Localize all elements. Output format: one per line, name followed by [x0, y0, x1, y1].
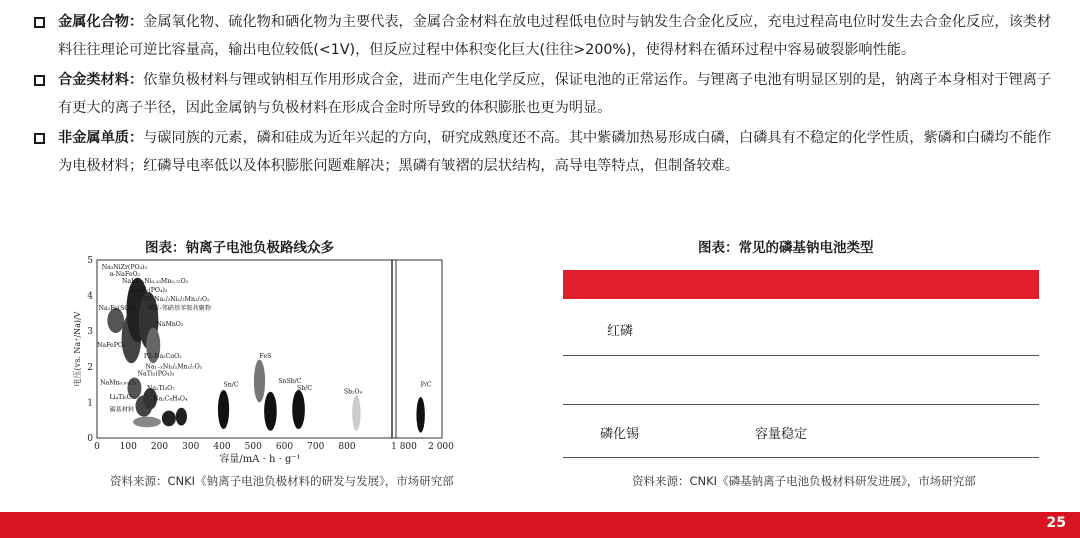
- chart-material-label: 苯胺-邻硝基苯胺共聚物: [147, 304, 211, 312]
- chart-material-label: P/C: [420, 381, 432, 389]
- phosphorus-battery-table: [563, 270, 1039, 458]
- chart-x-tick-label: 200: [150, 442, 169, 452]
- table-row-divider: [563, 457, 1039, 458]
- chart-material-label: FeS: [259, 352, 272, 360]
- chart-material-label: Na₂V₂(PO₄)₂: [129, 287, 168, 295]
- chart-material-region: [218, 390, 229, 429]
- bullet-nonmetal-elements: [32, 124, 1062, 180]
- left-figure-source: 资料来源：CNKI《钠离子电池负极材料的研发与发展》，市场研究部: [110, 474, 454, 488]
- table-row-divider: [563, 404, 1039, 405]
- chart-material-label: Sn/C: [223, 381, 239, 389]
- bullet-term: 金属化合物：: [58, 14, 144, 30]
- chart-x-tick-label: 1 800: [391, 442, 417, 452]
- page-number: 25: [1046, 515, 1066, 531]
- bullet-text: 金属氧化物、硫化物和硒化物为主要代表，金属合金材料在放电过程低电位时与钠发生合金化反应，充电过程高电位时发生去合金化反应，该类材料往往理论可逆比容量高，输出电位较低(<1V)，但反应过程中体积变化巨大(往往>200%)，使得材料在循环过程中容易破裂影响性能。: [58, 14, 1052, 58]
- footer-bar: [0, 512, 1080, 538]
- chart-material-region: [254, 360, 265, 403]
- chart-material-region: [133, 417, 161, 428]
- chart-material-label: Li₄Ti₅O₁₂: [109, 393, 137, 401]
- chart-material-label: α-NaFeO₂: [109, 271, 141, 279]
- chart-y-tick-label: 4: [87, 291, 93, 302]
- chart-x-tick-label: 600: [275, 442, 294, 452]
- chart-x-tick-label: 400: [213, 442, 231, 452]
- chart-material-label: NaLi₀.₂Ni₀.₂₅Mn₀.₇₅O₂: [122, 278, 189, 286]
- right-figure-title: 图表：常见的磷基钠电池类型: [698, 240, 874, 256]
- left-figure-title: 图表：钠离子电池负极路线众多: [145, 240, 334, 256]
- chart-x-tick-label: 300: [182, 442, 200, 452]
- table-header-bar: [563, 270, 1039, 299]
- chart-x-axis-label: 容量/mA · h · g⁻¹: [219, 454, 301, 465]
- chart-x-tick-label: 0: [94, 442, 100, 452]
- chart-material-region: [416, 397, 424, 433]
- chart-y-tick-label: 2: [87, 362, 93, 373]
- anode-voltage-capacity-chart: [70, 256, 470, 466]
- table-row-divider: [563, 355, 1039, 356]
- chart-material-label: 碳基材料: [109, 406, 135, 414]
- chart-material-label: NaFePO₄: [97, 342, 126, 350]
- chart-material-region: [292, 390, 305, 429]
- bullet-text: 依靠负极材料与锂或钠相互作用形成合金，进而产生电化学反应，保证电池的正常运作。与锂离子电池有明显区别的是，钠离子本身相对于锂离子有更大的离子半径，因此金属钠与负极材料在形成合金时所导致的体积膨胀也更为明显。: [58, 72, 1052, 116]
- chart-material-label: Sb/C: [297, 384, 313, 392]
- chart-x-tick-label: 100: [119, 442, 137, 452]
- right-figure-source: 资料来源：CNKI《磷基钠离子电池负极材料研发进展》，市场研究部: [632, 474, 976, 488]
- chart-material-region: [264, 392, 277, 431]
- chart-x-tick-label: 800: [338, 442, 356, 452]
- bullet-term: 非金属单质：: [58, 130, 144, 146]
- chart-material-label: SnSb/C: [278, 377, 302, 385]
- chart-y-axis-label: 电压(vs. Na⁺/Na)/V: [73, 311, 82, 387]
- chart-material-label: P2-Na₂CoO₂: [143, 352, 182, 360]
- chart-material-label: NaMn₀.₆₇O₂: [100, 379, 137, 387]
- chart-material-region: [176, 408, 187, 426]
- chart-x-tick-label: 500: [244, 442, 262, 452]
- chart-material-label: Na₁₋ₓNi₁/₂Mn₁/₂O₂: [145, 363, 203, 371]
- bullet-text: 与碳同族的元素，磷和硅成为近年兴起的方向，研究成熟度还不高。其中紫磷加热易形成白磷，白磷具有不稳定的化学性质，紫磷和白磷均不能作为电极材料；红磷导电率低以及体积膨胀问题难解决；黑磷有皱褶的层状结构，高导电等特点，但制备较难。: [58, 130, 1052, 174]
- table-cell-stable-capacity: 容量稳定: [755, 427, 808, 442]
- chart-material-label: Na₃NiZr(PO₄)₃: [101, 263, 147, 271]
- chart-material-label: Na₂Fe(SO₄)₂: [98, 304, 137, 312]
- chart-x-tick-label: 700: [307, 442, 325, 452]
- bullet-list: [32, 8, 1062, 182]
- chart-material-label: NaMnO₂: [156, 320, 184, 328]
- chart-y-tick-label: 0: [87, 434, 93, 444]
- table-cell-red-phosphorus: 红磷: [607, 324, 634, 339]
- checkbox-square-icon: [34, 133, 45, 144]
- bullet-metal-compounds: [32, 8, 1062, 64]
- chart-material-region: [162, 411, 176, 427]
- chart-y-tick-label: 1: [87, 398, 93, 409]
- chart-y-tick-label: 3: [87, 327, 93, 338]
- chart-material-label: NaTi₂(PO₄)₃: [137, 370, 175, 378]
- table-cell-tin-phosphide: 磷化锡: [600, 427, 640, 442]
- chart-material-label: Na₂Ti₃O₇: [147, 384, 175, 392]
- chart-material-region: [352, 395, 360, 431]
- chart-material-label: Sb₂O₄: [343, 388, 363, 396]
- checkbox-square-icon: [34, 75, 45, 86]
- bullet-term: 合金类材料：: [58, 72, 144, 88]
- checkbox-square-icon: [34, 17, 45, 28]
- chart-y-tick-label: 5: [87, 256, 93, 266]
- bullet-alloy-materials: [32, 66, 1062, 122]
- chart-material-label: P2-Na₂/₃Ni₁/₃Mn₂/₃O₂: [143, 295, 210, 303]
- chart-material-label: Na₂C₈H₄O₄: [153, 395, 188, 403]
- chart-x-tick-label: 2 000: [428, 442, 454, 452]
